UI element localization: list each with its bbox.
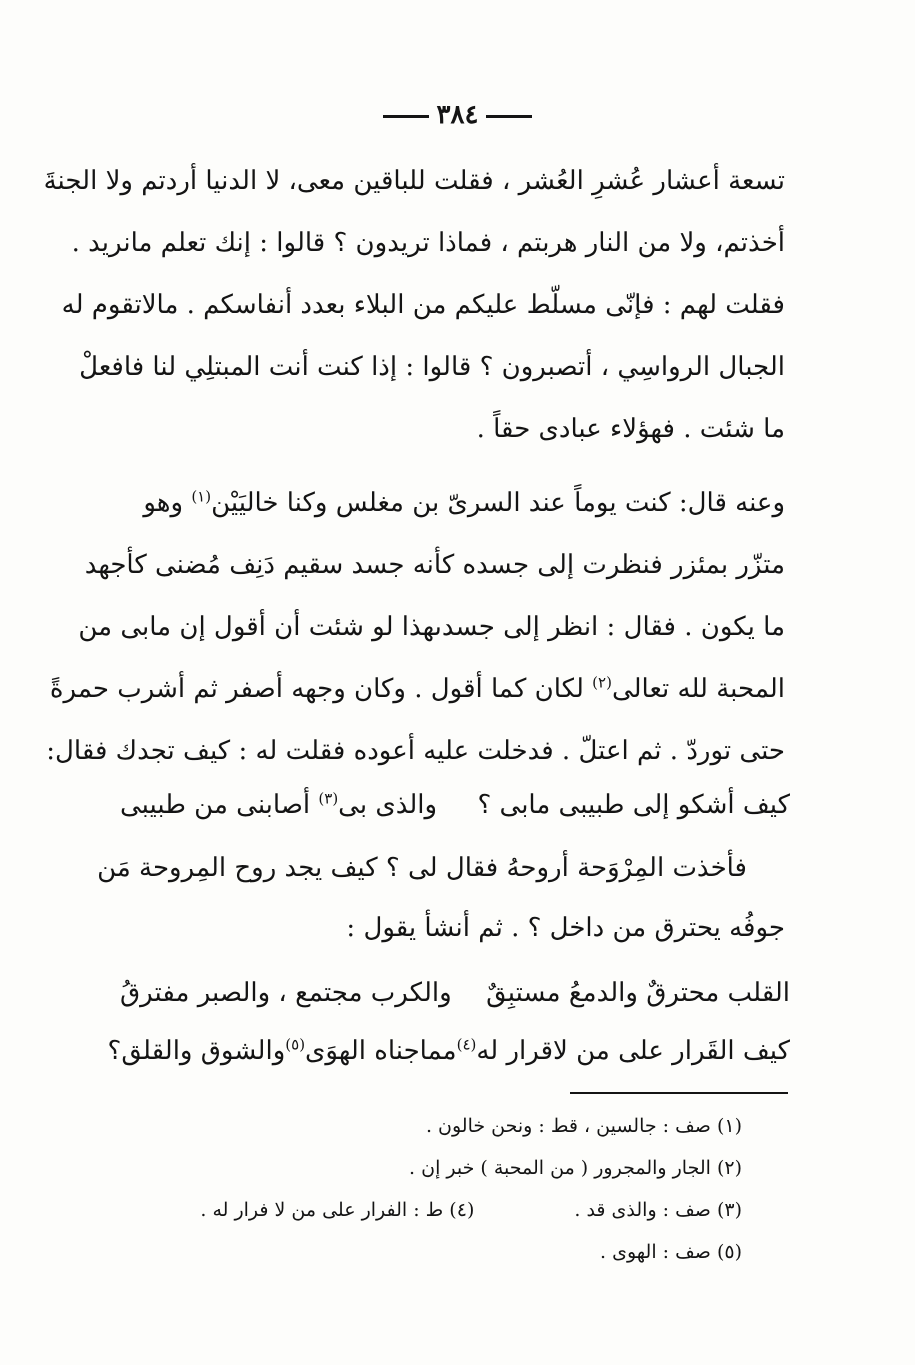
text-line: تسعة أعشار عُشرِ العُشر ، فقلت للباقين معى، لا الدنيا أردتم ولا الجنةَ [43, 166, 785, 196]
header-dash-right [486, 115, 532, 118]
text-fragment: المحبة لله تعالى [611, 674, 785, 704]
text-line: ما يكون . فقال : انظر إلى جسدىهذا لو شئت أن أقول إن مابى من [78, 612, 785, 642]
footnote-text: (٥) صف : الهوى . [600, 1241, 742, 1263]
text-line: حتى توردّ . ثم اعتلّ . فدخلت عليه أعوده فقلت له : كيف تجدك فقال: [46, 736, 785, 766]
page-header [0, 100, 915, 130]
footnote-item [130, 1189, 742, 1231]
text-line [49, 658, 785, 720]
footnote-text: (٢) الجار والمجرور ( من المحبة ) خبر إن . [409, 1157, 742, 1179]
footnote-item [130, 1105, 742, 1147]
header-dash-left [383, 115, 429, 118]
text-line: جوفُه يحترق من داخل ؟ . ثم أنشأ يقول : [346, 913, 785, 943]
text-fragment: لكان كما أقول . وكان وجهه أصفر ثم أشرب حمرةً [49, 674, 593, 704]
footnote-ref: (٤) [456, 1035, 477, 1054]
footnote-divider [570, 1092, 788, 1094]
text-line [125, 472, 785, 534]
main-text [43, 150, 785, 782]
footnote-text: (٣) صف : والذى قد . [574, 1199, 742, 1221]
footnote-item [130, 1147, 742, 1189]
footnote-ref: (٥) [285, 1035, 306, 1054]
verse-line [120, 978, 790, 1038]
verse-hemistich-left [120, 790, 437, 850]
paragraph-line [97, 853, 785, 913]
text-fragment: مماجناه الهوَى [305, 1036, 457, 1066]
page-number: ٣٨٤ [436, 100, 479, 130]
text-line: الجبال الرواسِي ، أتصبرون ؟ قالوا : إذا كنت أنت المبتلِي لنا فافعلْ [79, 352, 785, 382]
text-line: أخذتم، ولا من النار هربتم ، فماذا تريدون ؟ قالوا : إنك تعلم مانريد . [71, 228, 785, 258]
footnote-ref: (١) [191, 487, 212, 506]
footnote-text: (١) صف : جالسين ، قط : ونحن خالون . [425, 1115, 742, 1137]
footnote-ref: (٢) [592, 673, 612, 692]
text-fragment: كيف القَرار على من لاقرار له [476, 1036, 790, 1066]
text-line: متزّر بمئزر فنظرت إلى جسده كأنه جسد سقيم دَنِف مُضنى كأجهد [84, 550, 785, 580]
verse-line [120, 790, 790, 850]
verse-hemistich-right [457, 1036, 790, 1096]
footnote-text: (٤) ط : الفرار على من لا فرار له . [200, 1199, 475, 1221]
verse-hemistich-left: والكرب مجتمع ، والصبر مفترقُ [120, 978, 452, 1008]
footnotes [130, 1105, 742, 1273]
footnote-ref: (٣) [318, 789, 339, 808]
verse-line [107, 1035, 790, 1096]
verse-hemistich-left [108, 1036, 457, 1096]
text-line: فأخذت المِرْوَحة أروحهُ فقال لى ؟ كيف يجد روح المِروحة مَن [97, 853, 747, 883]
text-fragment: أصابنى من طبيبى [120, 790, 319, 820]
text-fragment: والذى بى [338, 790, 438, 820]
text-fragment: والشوق والقلق؟ [107, 1036, 286, 1066]
paragraph-line [125, 913, 785, 973]
footnote-item [130, 1231, 742, 1273]
verse-hemistich-right: القلب محترقٌ والدمعُ مستبِقٌ [486, 978, 790, 1008]
text-fragment: وعنه قال: كنت يوماً عند السرىّ بن مغلس وكنا خاليَيْن [211, 488, 785, 518]
text-line: فقلت لهم : فإنّى مسلّط عليكم من البلاء بعدد أنفاسكم . مالاتقوم له [61, 290, 785, 320]
text-line: ما شئت . فهؤلاء عبادى حقاً . [476, 414, 785, 444]
verse-hemistich-right: كيف أشكو إلى طبيبى مابى ؟ [477, 790, 790, 820]
text-fragment: وهو [143, 488, 192, 518]
